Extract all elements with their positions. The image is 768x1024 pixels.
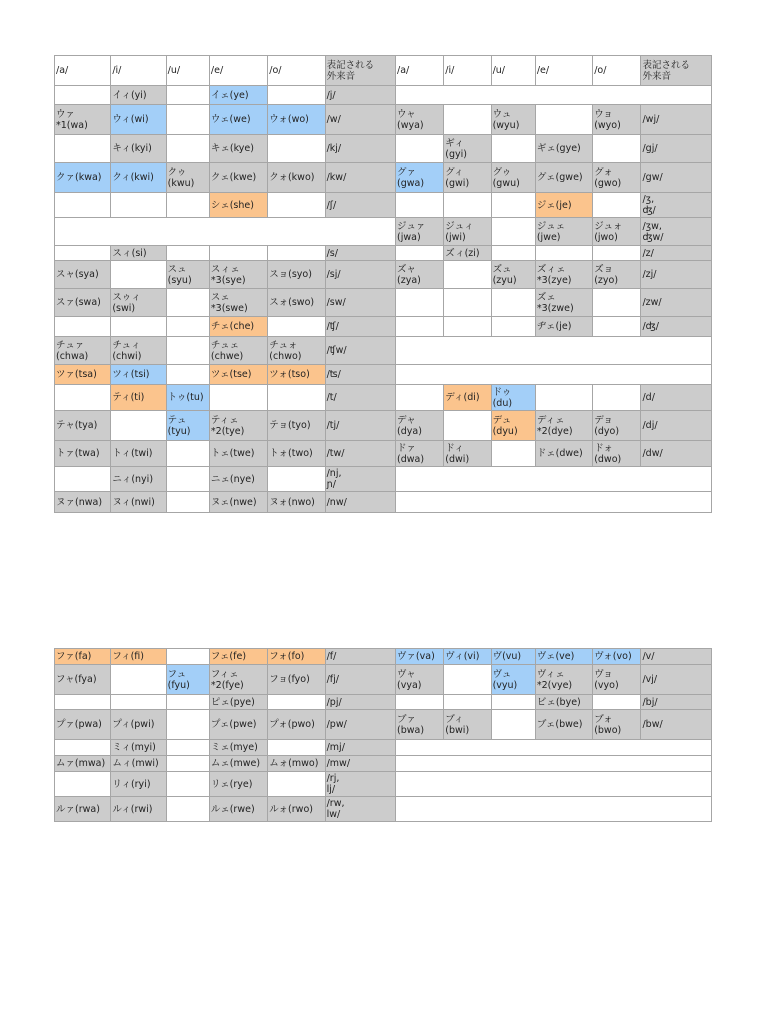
empty-cell: [444, 411, 491, 441]
table-cell: グァ (gwa): [396, 163, 444, 193]
table-cell: トゥ(tu): [166, 385, 209, 411]
table-row: [55, 467, 712, 492]
table-cell: ドォ (dwo): [593, 441, 641, 467]
empty-cell: [268, 135, 325, 163]
table-cell: /zj/: [641, 261, 712, 289]
empty-cell: [444, 695, 491, 710]
table-cell: イィ(yi): [111, 86, 166, 105]
table-cell: キィ(kyi): [111, 135, 166, 163]
table-cell: スゥィ (swi): [111, 289, 166, 317]
empty-cell: [166, 797, 209, 822]
table-row: [55, 441, 712, 467]
table-cell: リェ(rye): [209, 772, 267, 797]
table-cell: ムェ(mwe): [209, 756, 267, 772]
empty-cell: [396, 135, 444, 163]
table-cell: /z/: [641, 246, 712, 261]
empty-cell: [491, 135, 535, 163]
table-cell: ニィ(nyi): [111, 467, 166, 492]
empty-cell: [593, 385, 641, 411]
table-cell: テョ(tyo): [268, 411, 325, 441]
empty-cell: [55, 86, 111, 105]
table-cell: /ʒw, ʤw/: [641, 218, 712, 246]
empty-cell: [444, 317, 491, 337]
empty-cell: [268, 772, 325, 797]
empty-cell: [166, 492, 209, 513]
table-row: [55, 246, 712, 261]
katakana-table-labial: [54, 648, 712, 822]
table-cell: フィェ *2(fye): [209, 665, 267, 695]
table-cell: ヌェ(nwe): [209, 492, 267, 513]
empty-cell: [209, 385, 267, 411]
table-cell: ピェ(pye): [209, 695, 267, 710]
table-cell: デャ (dya): [396, 411, 444, 441]
table-cell: /ʃ/: [325, 193, 395, 218]
empty-cell: [396, 695, 444, 710]
table-cell: フュ (fyu): [166, 665, 209, 695]
empty-cell: [396, 385, 444, 411]
table-cell: スャ(sya): [55, 261, 111, 289]
table-row: [55, 695, 712, 710]
table-cell: ズィ(zi): [444, 246, 491, 261]
table-cell: /pj/: [325, 695, 395, 710]
table-cell: ウァ *1(wa): [55, 105, 111, 135]
empty-cell: [166, 467, 209, 492]
column-header: /a/: [55, 56, 111, 86]
empty-cell: [55, 695, 111, 710]
table-cell: ジュェ (jwe): [535, 218, 592, 246]
table-cell: /mw/: [325, 756, 395, 772]
table-cell: ミェ(mye): [209, 740, 267, 756]
empty-cell: [55, 385, 111, 411]
table-cell: スェ *3(swe): [209, 289, 267, 317]
empty-cell: [268, 246, 325, 261]
empty-cell: [491, 289, 535, 317]
empty-cell: [268, 193, 325, 218]
table-row: [55, 710, 712, 740]
table-cell: チュォ (chwo): [268, 337, 325, 365]
table-cell: ヌァ(nwa): [55, 492, 111, 513]
empty-cell: [166, 649, 209, 665]
table-row: [55, 411, 712, 441]
empty-cell: [111, 317, 166, 337]
column-header: /u/: [166, 56, 209, 86]
table-cell: テュ (tyu): [166, 411, 209, 441]
table-row: [55, 105, 712, 135]
table-cell: ズョ (zyo): [593, 261, 641, 289]
empty-cell: [396, 467, 712, 492]
table-row: [55, 289, 712, 317]
empty-cell: [396, 337, 712, 365]
table-row: [55, 649, 712, 665]
table-cell: ルェ(rwe): [209, 797, 267, 822]
table-cell: ウィ(wi): [111, 105, 166, 135]
table-cell: /fj/: [325, 665, 395, 695]
empty-cell: [491, 695, 535, 710]
table-cell: /nw/: [325, 492, 395, 513]
table-cell: ブェ(bwe): [535, 710, 592, 740]
empty-cell: [396, 289, 444, 317]
table-cell: ニェ(nye): [209, 467, 267, 492]
table-cell: /sj/: [325, 261, 395, 289]
table-row: [55, 163, 712, 193]
empty-cell: [111, 261, 166, 289]
table-cell: ジュォ (jwo): [593, 218, 641, 246]
table-cell: デョ (dyo): [593, 411, 641, 441]
table-cell: ヴョ (vyo): [593, 665, 641, 695]
table-row: [55, 772, 712, 797]
table-cell: ミィ(myi): [111, 740, 166, 756]
table-cell: /tj/: [325, 411, 395, 441]
empty-cell: [111, 411, 166, 441]
katakana-table-main: [54, 55, 712, 513]
column-header: 表記される 外来音: [325, 56, 395, 86]
table-cell: ウャ (wya): [396, 105, 444, 135]
empty-cell: [491, 441, 535, 467]
empty-cell: [491, 193, 535, 218]
table-row: [55, 665, 712, 695]
empty-cell: [166, 105, 209, 135]
table-cell: ジェ(je): [535, 193, 592, 218]
empty-cell: [491, 710, 535, 740]
empty-cell: [268, 740, 325, 756]
empty-cell: [111, 695, 166, 710]
table-cell: /rj, lj/: [325, 772, 395, 797]
empty-cell: [166, 756, 209, 772]
table-cell: /f/: [325, 649, 395, 665]
column-header: /o/: [268, 56, 325, 86]
empty-cell: [268, 695, 325, 710]
table-cell: ヴュ (vyu): [491, 665, 535, 695]
table-cell: ファ(fa): [55, 649, 111, 665]
empty-cell: [535, 105, 592, 135]
table-cell: キェ(kye): [209, 135, 267, 163]
table-cell: フョ(fyo): [268, 665, 325, 695]
column-header: /i/: [444, 56, 491, 86]
table-row: [55, 86, 712, 105]
empty-cell: [166, 365, 209, 385]
empty-cell: [55, 467, 111, 492]
empty-cell: [396, 86, 712, 105]
table-cell: テャ(tya): [55, 411, 111, 441]
table-cell: フィ(fi): [111, 649, 166, 665]
empty-cell: [593, 135, 641, 163]
table-cell: ティェ *2(tye): [209, 411, 267, 441]
table-cell: /ʒ, ʤ/: [641, 193, 712, 218]
table-cell: グィ (gwi): [444, 163, 491, 193]
table-cell: グゥ (gwu): [491, 163, 535, 193]
table-row: [55, 135, 712, 163]
empty-cell: [593, 317, 641, 337]
table-cell: ウェ(we): [209, 105, 267, 135]
table-cell: フォ(fo): [268, 649, 325, 665]
table-row: [55, 385, 712, 411]
empty-cell: [166, 86, 209, 105]
table-cell: ヴィェ *2(vye): [535, 665, 592, 695]
table-row: [55, 218, 712, 246]
column-header: /i/: [111, 56, 166, 86]
table-cell: トァ(twa): [55, 441, 111, 467]
empty-cell: [444, 105, 491, 135]
empty-cell: [209, 246, 267, 261]
empty-cell: [268, 385, 325, 411]
table-cell: ツァ(tsa): [55, 365, 111, 385]
table-cell: トェ(twe): [209, 441, 267, 467]
empty-cell: [166, 740, 209, 756]
column-header: /o/: [593, 56, 641, 86]
empty-cell: [396, 492, 712, 513]
table-row: [55, 492, 712, 513]
table-cell: /nj, ɲ/: [325, 467, 395, 492]
table-cell: チュィ (chwi): [111, 337, 166, 365]
table-row: [55, 365, 712, 385]
table-cell: ヴャ (vya): [396, 665, 444, 695]
empty-cell: [444, 289, 491, 317]
table-cell: シェ(she): [209, 193, 267, 218]
table-cell: プィ(pwi): [111, 710, 166, 740]
table-cell: /pw/: [325, 710, 395, 740]
table-cell: ズュ (zyu): [491, 261, 535, 289]
empty-cell: [55, 317, 111, 337]
table-cell: イェ(ye): [209, 86, 267, 105]
empty-cell: [491, 246, 535, 261]
table-row: [55, 740, 712, 756]
table-cell: /sw/: [325, 289, 395, 317]
table-cell: ティ(ti): [111, 385, 166, 411]
table-cell: ツィ(tsi): [111, 365, 166, 385]
table-cell: ジュィ (jwi): [444, 218, 491, 246]
table-cell: ルァ(rwa): [55, 797, 111, 822]
table-cell: /w/: [325, 105, 395, 135]
table-cell: ルィ(rwi): [111, 797, 166, 822]
table-cell: ウュ (wyu): [491, 105, 535, 135]
empty-cell: [593, 695, 641, 710]
empty-cell: [396, 193, 444, 218]
empty-cell: [491, 218, 535, 246]
empty-cell: [396, 772, 712, 797]
table-cell: ドァ (dwa): [396, 441, 444, 467]
table-row: [55, 317, 712, 337]
empty-cell: [444, 193, 491, 218]
empty-cell: [535, 246, 592, 261]
table-cell: ヂェ(je): [535, 317, 592, 337]
table-cell: チェ(che): [209, 317, 267, 337]
empty-cell: [396, 365, 712, 385]
table-cell: スィェ *3(sye): [209, 261, 267, 289]
empty-cell: [55, 740, 111, 756]
empty-cell: [55, 193, 111, 218]
table-cell: ディェ *2(dye): [535, 411, 592, 441]
table-cell: ブァ (bwa): [396, 710, 444, 740]
table-cell: /wj/: [641, 105, 712, 135]
table-cell: /ʦ/: [325, 365, 395, 385]
empty-cell: [55, 135, 111, 163]
table-cell: ツォ(tso): [268, 365, 325, 385]
table-cell: /dw/: [641, 441, 712, 467]
column-header: /e/: [209, 56, 267, 86]
table-cell: クォ(kwo): [268, 163, 325, 193]
empty-cell: [593, 289, 641, 317]
table-cell: ドェ(dwe): [535, 441, 592, 467]
table-cell: トィ(twi): [111, 441, 166, 467]
table-cell: ルォ(rwo): [268, 797, 325, 822]
table-cell: プェ(pwe): [209, 710, 267, 740]
empty-cell: [396, 740, 712, 756]
table-cell: クァ(kwa): [55, 163, 111, 193]
table-row: [55, 261, 712, 289]
table-cell: グェ(gwe): [535, 163, 592, 193]
empty-cell: [166, 289, 209, 317]
table-cell: /v/: [641, 649, 712, 665]
empty-cell: [166, 772, 209, 797]
table-cell: ジュァ (jwa): [396, 218, 444, 246]
table-cell: /s/: [325, 246, 395, 261]
table-cell: プォ(pwo): [268, 710, 325, 740]
table-cell: ムォ(mwo): [268, 756, 325, 772]
table-cell: プァ(pwa): [55, 710, 111, 740]
table-cell: /vj/: [641, 665, 712, 695]
table-cell: /t/: [325, 385, 395, 411]
table-cell: /kj/: [325, 135, 395, 163]
table-cell: ツェ(tse): [209, 365, 267, 385]
table-cell: /gw/: [641, 163, 712, 193]
table-cell: /mj/: [325, 740, 395, 756]
table-cell: /zw/: [641, 289, 712, 317]
empty-cell: [491, 317, 535, 337]
table-cell: /ʤ/: [641, 317, 712, 337]
empty-cell: [166, 246, 209, 261]
table-cell: /d/: [641, 385, 712, 411]
table-cell: /tw/: [325, 441, 395, 467]
table-cell: ドィ (dwi): [444, 441, 491, 467]
table-cell: クェ(kwe): [209, 163, 267, 193]
column-header: /e/: [535, 56, 592, 86]
empty-cell: [593, 193, 641, 218]
table-cell: チュァ (chwa): [55, 337, 111, 365]
table-cell: フャ(fya): [55, 665, 111, 695]
table-cell: /j/: [325, 86, 395, 105]
empty-cell: [166, 317, 209, 337]
table-cell: リィ(ryi): [111, 772, 166, 797]
table-cell: チュェ (chwe): [209, 337, 267, 365]
table-cell: スォ(swo): [268, 289, 325, 317]
table-cell: クゥ (kwu): [166, 163, 209, 193]
empty-cell: [396, 797, 712, 822]
empty-cell: [593, 246, 641, 261]
table-cell: ヌォ(nwo): [268, 492, 325, 513]
table-cell: ヴェ(ve): [535, 649, 592, 665]
empty-cell: [166, 337, 209, 365]
empty-cell: [111, 665, 166, 695]
empty-cell: [55, 246, 111, 261]
column-header: /a/: [396, 56, 444, 86]
table-cell: ズィェ *3(zye): [535, 261, 592, 289]
table-cell: ブィ (bwi): [444, 710, 491, 740]
empty-cell: [166, 135, 209, 163]
table-cell: /bj/: [641, 695, 712, 710]
empty-cell: [166, 695, 209, 710]
table-cell: /ʧ/: [325, 317, 395, 337]
table-cell: /ʧw/: [325, 337, 395, 365]
table-cell: ドゥ (du): [491, 385, 535, 411]
column-header: 表記される 外来音: [641, 56, 712, 86]
empty-cell: [55, 772, 111, 797]
empty-cell: [111, 193, 166, 218]
table-cell: フェ(fe): [209, 649, 267, 665]
table-cell: ギィ (gyi): [444, 135, 491, 163]
table-cell: /gj/: [641, 135, 712, 163]
empty-cell: [268, 317, 325, 337]
table-cell: /bw/: [641, 710, 712, 740]
table-cell: ヴ(vu): [491, 649, 535, 665]
table-cell: ズェ *3(zwe): [535, 289, 592, 317]
empty-cell: [166, 193, 209, 218]
table-cell: スョ(syo): [268, 261, 325, 289]
column-header: /u/: [491, 56, 535, 86]
empty-cell: [535, 385, 592, 411]
table-cell: ウョ (wyo): [593, 105, 641, 135]
empty-cell: [444, 261, 491, 289]
table-cell: ウォ(wo): [268, 105, 325, 135]
table-row: [55, 193, 712, 218]
empty-cell: [166, 710, 209, 740]
table-cell: /rw, lw/: [325, 797, 395, 822]
table-cell: ムァ(mwa): [55, 756, 111, 772]
table-cell: ヌィ(nwi): [111, 492, 166, 513]
table-row: [55, 756, 712, 772]
table-cell: デュ (dyu): [491, 411, 535, 441]
table-row: [55, 797, 712, 822]
table-cell: ギェ(gye): [535, 135, 592, 163]
empty-cell: [166, 441, 209, 467]
empty-cell: [268, 86, 325, 105]
table-cell: スァ(swa): [55, 289, 111, 317]
empty-cell: [55, 218, 396, 246]
table-cell: スィ(si): [111, 246, 166, 261]
table-cell: グォ (gwo): [593, 163, 641, 193]
table-cell: ムィ(mwi): [111, 756, 166, 772]
table-cell: ビェ(bye): [535, 695, 592, 710]
table-cell: ヴァ(va): [396, 649, 444, 665]
header-row: [55, 56, 712, 86]
table-cell: ヴィ(vi): [444, 649, 491, 665]
table-cell: /kw/: [325, 163, 395, 193]
empty-cell: [396, 246, 444, 261]
empty-cell: [444, 665, 491, 695]
table-cell: ブォ (bwo): [593, 710, 641, 740]
table-cell: トォ(two): [268, 441, 325, 467]
empty-cell: [268, 467, 325, 492]
empty-cell: [396, 756, 712, 772]
empty-cell: [396, 317, 444, 337]
table-cell: ディ(di): [444, 385, 491, 411]
table-cell: ズャ (zya): [396, 261, 444, 289]
table-cell: スュ (syu): [166, 261, 209, 289]
table-cell: /dj/: [641, 411, 712, 441]
table-cell: ヴォ(vo): [593, 649, 641, 665]
table-cell: クィ(kwi): [111, 163, 166, 193]
table-row: [55, 337, 712, 365]
